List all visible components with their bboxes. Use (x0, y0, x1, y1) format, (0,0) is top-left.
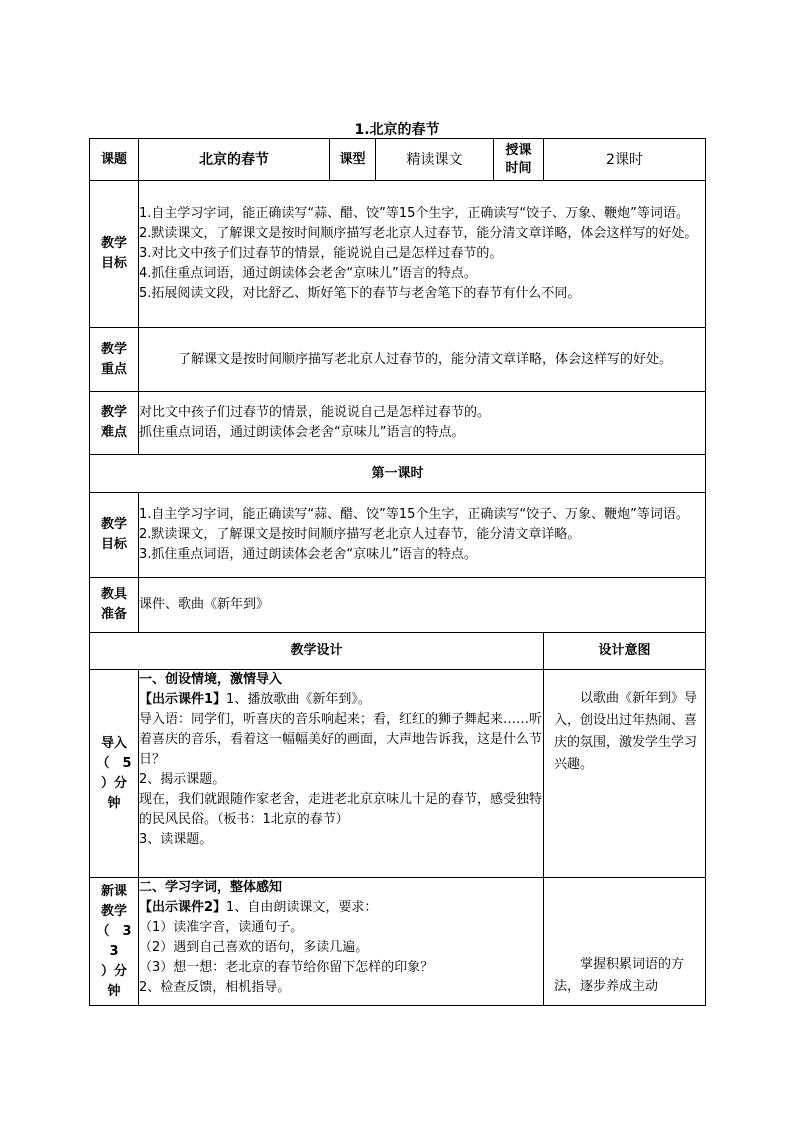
newlesson-row (90, 878, 706, 1006)
lesson-plan-table (89, 138, 706, 1006)
focus-label-line1: 教学 (100, 341, 127, 357)
intro-line: 3、读课题。 (139, 832, 213, 847)
newlesson-content (139, 878, 544, 1006)
goal2-item: 2.默读课文，了解课文是按时间顺序描写老北京人过春节，能分清文章详略。 (139, 527, 581, 542)
time-label-line1: 授课 (505, 142, 532, 158)
newlesson-label-line2: 教学 (100, 903, 127, 919)
newlesson-line (139, 898, 543, 918)
design-header-row (90, 633, 706, 670)
intro-label-line4: 钟 (107, 795, 121, 811)
intro-content (139, 670, 544, 878)
goal-item: 4.抓住重点词语，通过朗读体会老舍“京味儿”语言的特点。 (139, 266, 477, 281)
goal2-item: 1.自主学习字词，能正确读写“蒜、醋、饺”等15个生字，正确读写“饺子、万象、鞭炮”等词语。 (139, 507, 689, 522)
difficulty-label (90, 392, 139, 455)
tools-label (90, 578, 139, 633)
newlesson-line: （2）遇到自己喜欢的语句，多读几遍。 (139, 940, 369, 955)
focus-label (90, 328, 139, 392)
newlesson-label-line5: ）分 (100, 963, 127, 979)
intro-intent (544, 670, 706, 878)
difficulty-content (139, 392, 706, 455)
goals2-content (139, 493, 706, 578)
goal-item: 2.默读课文，了解课文是按时间顺序描写老北京人过春节，能分清文章详略，体会这样写的好处。 (139, 226, 698, 241)
goals2-label-line1: 教学 (100, 517, 127, 532)
newlesson-label-line6: 钟 (107, 983, 121, 999)
intro-label (90, 670, 139, 878)
time-label-line2: 时间 (505, 160, 532, 176)
goals-label-line2: 目标 (100, 256, 127, 271)
newlesson-line: 2、检查反馈，相机指导。 (139, 980, 291, 995)
first-lesson-row (90, 455, 706, 493)
intro-line: 导入语：同学们，听喜庆的音乐响起来；看，红红的狮子舞起来……听着喜庆的音乐，看着这一幅幅美好的画面，大声地告诉我，这是什么节日？ (139, 712, 543, 767)
newlesson-intent (544, 878, 706, 1006)
difficulty-item: 抓住重点词语，通过朗读体会老舍“京味儿”语言的特点。 (139, 425, 465, 440)
courseware-tag: 【出示课件1】 (139, 692, 227, 707)
newlesson-label-line4: 3 (109, 943, 119, 959)
first-lesson-heading: 第一课时 (90, 455, 706, 493)
focus-content (139, 328, 706, 392)
goal-item: 3.对比文中孩子们过春节的情景，能说说自己是怎样过春节的。 (139, 246, 503, 261)
intro-row (90, 670, 706, 878)
newlesson-label (90, 878, 139, 1006)
tools-content (139, 578, 706, 633)
newlesson-line: （1）读准字音，读通句子。 (139, 920, 304, 935)
intro-label-line2: （ 5 (96, 755, 132, 771)
tools-row (90, 578, 706, 633)
intro-label-line3: ）分 (100, 775, 127, 791)
intro-line (139, 690, 543, 710)
goals2-label-line2: 目标 (100, 537, 127, 552)
difficulty-label-line1: 教学 (100, 405, 127, 420)
type-value: 精读课文 (376, 139, 494, 181)
goals-row (90, 181, 706, 328)
goals-label (90, 181, 139, 328)
newlesson-line: （3）想一想：老北京的春节给你留下怎样的印象？ (139, 960, 434, 975)
newlesson-line-text: 1、自由朗读课文，要求： (226, 900, 378, 915)
newlesson-label-line1: 新课 (100, 883, 127, 899)
focus-text: 了解课文是按时间顺序描写老北京人过春节的，能分清文章详略，体会这样写的好处。 (178, 351, 673, 367)
design-header: 教学设计 (90, 633, 544, 670)
goals2-row (90, 493, 706, 578)
time-value: 2课时 (544, 139, 706, 181)
topic-value: 北京的春节 (139, 139, 330, 181)
difficulty-row (90, 392, 706, 455)
tools-label-line1: 教具 (100, 587, 127, 602)
intro-label-line1: 导入 (100, 735, 127, 751)
goals-label-line1: 教学 (100, 236, 127, 251)
header-row (90, 139, 706, 181)
focus-row (90, 328, 706, 392)
intro-line: 现在，我们就跟随作家老舍，走进老北京京味儿十足的春节，感受独特的民风民俗。（板书：1北京的春节） (139, 792, 543, 827)
time-label (494, 139, 544, 181)
newlesson-heading: 二、学习字词，整体感知 (139, 880, 283, 895)
focus-label-line2: 重点 (100, 361, 127, 377)
intro-line-text: 1、播放歌曲《新年到》。 (226, 692, 371, 707)
newlesson-intent-text: 掌握积累词语的方法，逐步养成主动 (554, 957, 685, 994)
tools-text: 课件、歌曲《新年到》 (139, 597, 270, 612)
intro-line: 2、揭示课题。 (139, 772, 226, 787)
goals2-label (90, 493, 139, 578)
intent-header: 设计意图 (544, 633, 706, 670)
goal-item: 5.拓展阅读文段，对比舒乙、斯好笔下的春节与老舍笔下的春节有什么不同。 (139, 286, 581, 301)
difficulty-label-line2: 难点 (100, 425, 127, 440)
intro-intent-text: 以歌曲《新年到》导入，创设出过年热闹、喜庆的氛围，激发学生学习兴趣。 (554, 691, 698, 772)
difficulty-item: 对比文中孩子们过春节的情景，能说说自己是怎样过春节的。 (139, 405, 491, 420)
courseware-tag: 【出示课件2】 (139, 900, 227, 915)
topic-label: 课题 (90, 139, 139, 181)
document-title: 1.北京的春节 (354, 122, 440, 138)
intro-heading: 一、创设情境，激情导入 (139, 672, 283, 687)
goal-item: 1.自主学习字词，能正确读写“蒜、醋、饺”等15个生字，正确读写“饺子、万象、鞭炮”等词语。 (139, 206, 689, 221)
tools-label-line2: 准备 (100, 607, 127, 622)
newlesson-label-line3: （ 3 (96, 923, 132, 939)
goals-content (139, 181, 706, 328)
type-label: 课型 (330, 139, 376, 181)
goal2-item: 3.抓住重点词语，通过朗读体会老舍“京味儿”语言的特点。 (139, 547, 477, 562)
